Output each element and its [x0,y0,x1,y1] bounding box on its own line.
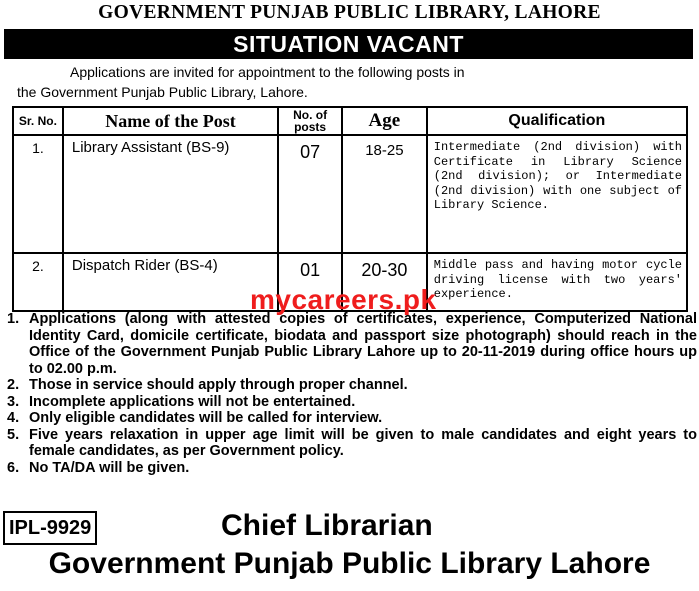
row-no-of-posts: 01 [278,253,342,311]
header-age: Age [342,107,427,135]
list-item [7,377,697,394]
watermark: mycareers.pk [250,284,437,315]
list-item [7,311,697,377]
header-post-name: Name of the Post [63,107,278,135]
condition-text: Only eligible candidates will be called for interview. [29,410,383,426]
intro-line-1: Applications are invited for appointment to the following posts in [70,64,465,80]
list-item [7,394,697,411]
condition-number: 6. [7,459,20,476]
row-qualification: Middle pass and having motor cycle driving license with two years' experience. [427,253,687,311]
list-item [7,410,697,427]
conditions-list [7,311,697,476]
intro-line-2: the Government Punjab Public Library, Lahore. [17,84,308,100]
list-item [7,460,697,477]
posts-table [12,106,688,312]
situation-vacant-banner: SITUATION VACANT [4,29,693,59]
intro-paragraph [14,62,684,102]
condition-text: Those in service should apply through proper channel. [29,377,408,393]
row-no-of-posts: 07 [278,135,342,253]
condition-text: Applications (along with attested copies of certificates, experience, Computerized National Identity Card, domicile certificate, biodata and passport size photograph) should reach in the Office of the Government Punjab Public Library Lahore up to 20-11-2019 during office hours up to 02.00 p.m. [29,311,697,377]
condition-number: 2. [7,377,20,393]
row-age: 20-30 [342,253,427,311]
row-qualification: Intermediate (2nd division) with Certificate in Library Science (2nd division); or Intermediate (2nd division) with one subject of Library Science. [427,135,687,253]
row-sr-no: 1. [13,135,63,253]
page-title: GOVERNMENT PUNJAB PUBLIC LIBRARY, LAHORE [98,2,601,23]
table-header-row [13,107,687,135]
row-sr-no: 2. [13,253,63,311]
footer-organization: Government Punjab Public Library Lahore [48,547,651,580]
condition-number: 1. [7,311,20,327]
row-post-name: Dispatch Rider (BS-4) [63,253,278,311]
row-post-name: Library Assistant (BS-9) [63,135,278,253]
ipl-reference-badge: IPL-9929 [3,511,97,545]
table-row [13,135,687,253]
row-age: 18-25 [342,135,427,253]
header-sr-no: Sr. No. [13,107,63,135]
condition-number: 3. [7,393,20,410]
list-item [7,427,697,460]
signatory-title: Chief Librarian [221,509,433,542]
header-qualification: Qualification [427,107,687,135]
condition-text: Incomplete applications will not be entertained. [29,393,356,410]
condition-text: No TA/DA will be given. [29,459,190,476]
condition-number: 5. [7,426,20,443]
condition-text: Five years relaxation in upper age limit will be given to male candidates and eight years to female candidates, as per Government policy. [29,426,697,459]
condition-number: 4. [7,410,20,426]
header-no-of-posts: No. of posts [278,107,342,135]
